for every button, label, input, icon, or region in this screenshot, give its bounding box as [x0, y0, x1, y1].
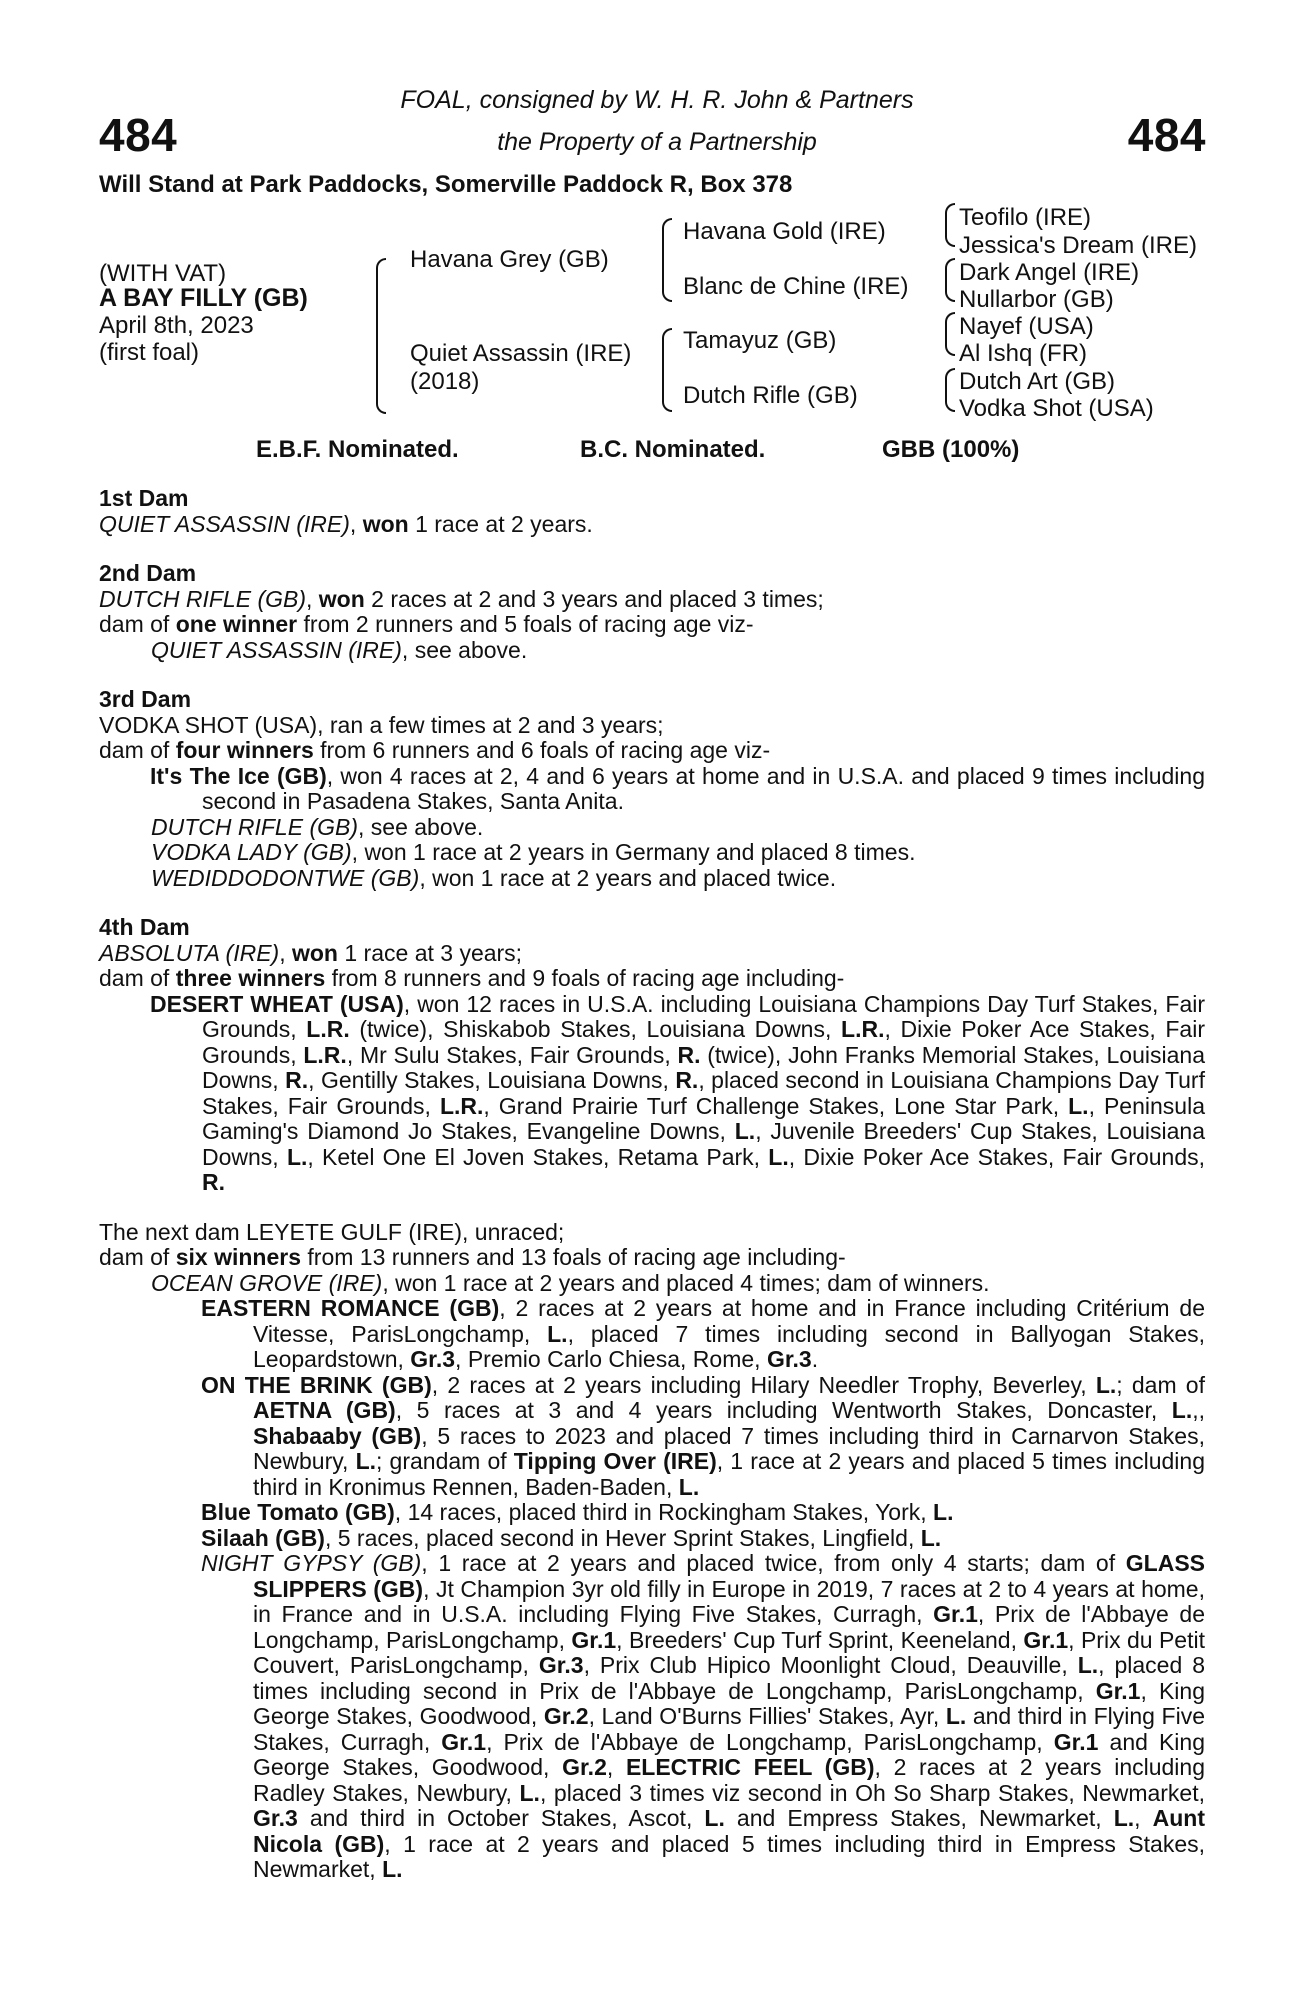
- pedigree-dam: Quiet Assassin (IRE): [410, 340, 632, 367]
- on-the-brink-entry: ON THE BRINK (GB), 2 races at 2 years including Hilary Needler Trophy, Beverley, L.; dam of AETNA (GB), 5 races at 3 and 4 years including Wentworth Stakes, Doncaster, L.,, Shabaaby (GB), 5 races to 2023 and placed 7 times including third in Carnarvon Stakes, Newbury, L.; grandam of Tipping Over (IRE), 1 race at 2 years and placed 5 times including third in Kronimus Rennen, Baden-Baden, L.: [201, 1371, 1206, 1500]
- third-dam-produce: dam of four winners from 6 runners and 6 foals of racing age viz-: [99, 737, 771, 763]
- pedigree-ddd: Vodka Shot (USA): [959, 395, 1154, 422]
- pedigree-sds: Dark Angel (IRE): [959, 259, 1140, 286]
- bc-nomination: B.C. Nominated.: [580, 436, 766, 463]
- lot-number-left: 484: [99, 109, 178, 161]
- next-dam-line: The next dam LEYETE GULF (IRE), unraced;: [99, 1218, 565, 1245]
- pedigree-dss: Nayef (USA): [959, 313, 1094, 340]
- gbb-rating: GBB (100%): [882, 436, 1020, 463]
- pedigree-sire-sire: Havana Gold (IRE): [683, 218, 886, 245]
- pedigree-dds: Dutch Art (GB): [959, 368, 1116, 395]
- pedigree-sire-dam: Blanc de Chine (IRE): [683, 273, 909, 300]
- pedigree-dam-year: (2018): [410, 368, 480, 395]
- pedigree-sire: Havana Grey (GB): [410, 246, 609, 273]
- pedigree-brace-sire: [662, 218, 672, 302]
- pedigree-dsd: Al Ishq (FR): [959, 340, 1088, 367]
- night-gypsy-entry: NIGHT GYPSY (GB), 1 race at 2 years and placed twice, from only 4 starts; dam of GLASS SLIPPERS (GB), Jt Champion 3yr old filly in Europe in 2019, 7 races at 2 to 4 years at home, in France and in U.S.A. including Flying Five Stakes, Curragh, Gr.1, Prix de l'Abbaye de Longchamp, ParisLongchamp, Gr.1, Breeders' Cup Turf Sprint, Keeneland, Gr.1, Prix du Petit Couvert, ParisLongchamp, Gr.3, Prix Club Hipico Moonlight Cloud, Deauville, L., placed 8 times including second in Prix de l'Abbaye de Longchamp, ParisLongchamp, Gr.1, King George Stakes, Goodwood, Gr.2, Land O'Burns Fillies' Stakes, Ayr, L. and third in Flying Five Stakes, Curragh, Gr.1, Prix de l'Abbaye de Longchamp, ParisLongchamp, Gr.1 and King George Stakes, Goodwood, Gr.2, ELECTRIC FEEL (GB), 2 races at 2 years including Radley Stakes, Newbury, L., placed 3 times viz second in Oh So Sharp Stakes, Newmarket, Gr.3 and third in October Stakes, Ascot, L. and Empress Stakes, Newmarket, L., Aunt Nicola (GB), 1 race at 2 years and placed 5 times including third in Empress Stakes, Newmarket, L.: [201, 1550, 1206, 1882]
- eastern-romance-entry: EASTERN ROMANCE (GB), 2 races at 2 years at home and in France including Critérium de Vitesse, ParisLongchamp, L., placed 7 times including second in Ballyogan Stakes, Leopardstown, Gr.3, Premio Carlo Chiesa, Rome, Gr.3.: [201, 1295, 1205, 1372]
- third-dam-progeny-2: DUTCH RIFLE (GB), see above.: [151, 813, 484, 840]
- first-dam-line: QUIET ASSASSIN (IRE), won 1 race at 2 years.: [99, 510, 593, 537]
- silaah-entry: Silaah (GB), 5 races, placed second in Hever Sprint Stakes, Lingfield, L.: [201, 1524, 942, 1551]
- blue-tomato-entry: Blue Tomato (GB), 14 races, placed third in Rockingham Stakes, York, L.: [201, 1499, 954, 1525]
- pedigree-dam-dam: Dutch Rifle (GB): [683, 382, 858, 409]
- fourth-dam-produce: dam of three winners from 8 runners and 9 foals of racing age including-: [99, 965, 845, 991]
- pedigree-sss: Teofilo (IRE): [959, 204, 1092, 231]
- third-dam-progeny-3: VODKA LADY (GB), won 1 race at 2 years in Germany and placed 8 times.: [151, 839, 916, 865]
- catalogue-body: [99, 486, 1205, 1883]
- first-dam-heading: 1st Dam: [99, 485, 189, 511]
- stand-location: Will Stand at Park Paddocks, Somerville Paddock R, Box 378: [99, 171, 793, 198]
- next-dam-produce: dam of six winners from 13 runners and 13 foals of racing age including-: [99, 1244, 846, 1270]
- second-dam-line: DUTCH RIFLE (GB), won 2 races at 2 and 3 years and placed 3 times;: [99, 585, 824, 612]
- pedigree-brace-dd: [945, 368, 955, 412]
- date-of-birth: April 8th, 2023: [99, 312, 254, 339]
- pedigree-brace-main: [376, 258, 386, 414]
- pedigree-dam-sire: Tamayuz (GB): [683, 327, 837, 354]
- pedigree-brace-ss: [945, 203, 955, 247]
- third-dam-line: VODKA SHOT (USA), ran a few times at 2 and 3 years;: [99, 711, 664, 738]
- ebf-nomination: E.B.F. Nominated.: [256, 436, 459, 463]
- pedigree-sdd: Nullarbor (GB): [959, 286, 1114, 313]
- property-line: the Property of a Partnership: [497, 128, 817, 156]
- pedigree-brace-ds: [945, 312, 955, 356]
- ocean-grove-entry: OCEAN GROVE (IRE), won 1 race at 2 years and placed 4 times; dam of winners.: [151, 1269, 990, 1296]
- third-dam-progeny-1: It's The Ice (GB), won 4 races at 2, 4 and 6 years at home and in U.S.A. and placed 9 times including second in Pasadena Stakes, Santa Anita.: [150, 762, 1205, 814]
- lot-title: A BAY FILLY (GB): [99, 284, 308, 312]
- dam-name: QUIET ASSASSIN (IRE): [99, 510, 350, 537]
- pedigree-ssd: Jessica's Dream (IRE): [959, 232, 1197, 259]
- second-dam-heading: 2nd Dam: [99, 560, 197, 586]
- vat-note: (WITH VAT): [99, 260, 227, 287]
- pedigree-brace-sd: [945, 258, 955, 302]
- fourth-dam-line: ABSOLUTA (IRE), won 1 race at 3 years;: [99, 939, 523, 966]
- second-dam-progeny: QUIET ASSASSIN (IRE), see above.: [151, 636, 528, 663]
- fourth-dam-heading: 4th Dam: [99, 914, 190, 940]
- fourth-dam-progeny-1: DESERT WHEAT (USA), won 12 races in U.S.A. including Louisiana Champions Day Turf Stakes, Fair Grounds, L.R. (twice), Shiskabob Stakes, Louisiana Downs, L.R., Dixie Poker Ace Stakes, Fair Grounds, L.R., Mr Sulu Stakes, Fair Grounds, R. (twice), John Franks Memorial Stakes, Louisiana Downs, R., Gentilly Stakes, Louisiana Downs, R., placed second in Louisiana Champions Day Turf Stakes, Fair Grounds, L.R., Grand Prairie Turf Challenge Stakes, Lone Star Park, L., Peninsula Gaming's Diamond Jo Stakes, Evangeline Downs, L., Juvenile Breeders' Cup Stakes, Louisiana Downs, L., Ketel One El Joven Stakes, Retama Park, L., Dixie Poker Ace Stakes, Fair Grounds, R.: [150, 990, 1206, 1195]
- pedigree-brace-dam: [662, 328, 672, 412]
- second-dam-produce: dam of one winner from 2 runners and 5 foals of racing age viz-: [99, 611, 754, 637]
- third-dam-progeny-4: WEDIDDODONTWE (GB), won 1 race at 2 years and placed twice.: [151, 864, 837, 891]
- third-dam-heading: 3rd Dam: [99, 686, 192, 712]
- consignor-line: FOAL, consigned by W. H. R. John & Partners: [400, 86, 914, 114]
- foal-note: (first foal): [99, 339, 200, 366]
- lot-number-right: 484: [1127, 109, 1206, 161]
